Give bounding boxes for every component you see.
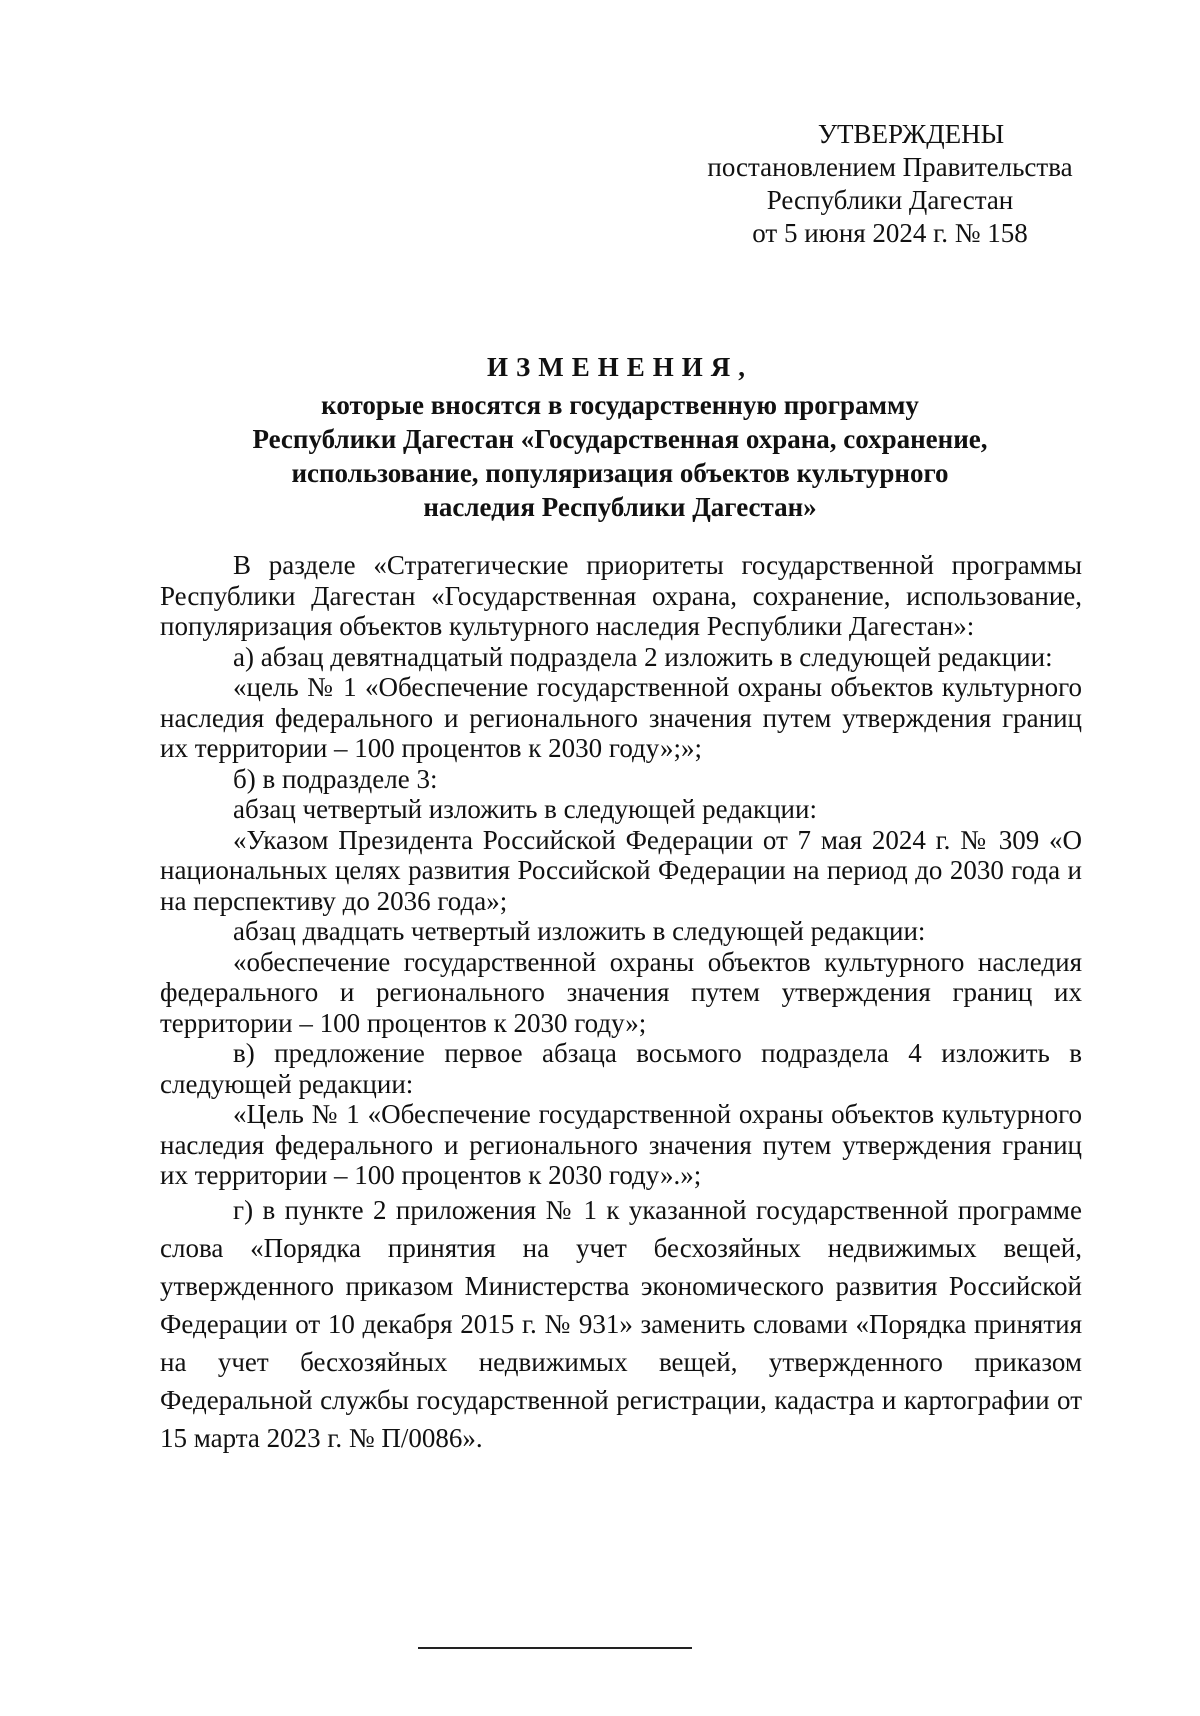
document-subtitle-line: наследия Республики Дагестан» [423,492,817,522]
paragraph-quote: «обеспечение государственной охраны объектов культурного наследия федерального и регионального значения путем утверждения границ их территории – 100 процентов к 2030 году»; [160,946,1082,1038]
closing-separator-line [418,1647,692,1649]
document-subtitle-line: Республики Дагестан «Государственная охрана, сохранение, [252,424,988,454]
paragraph-quote: «Указом Президента Российской Федерации от 7 мая 2024 г. № 309 «О национальных целях развития Российской Федерации на период до 2030 года и на перспективу до 2036 года»; [160,824,1082,916]
paragraph-intro: В разделе «Стратегические приоритеты государственной программы Республики Дагестан «Государственная охрана, сохранение, использование, популяризация объектов культурного наследия Республики Дагестан»: [160,550,1082,641]
paragraph-quote: «цель № 1 «Обеспечение государственной охраны объектов культурного наследия федерального и регионального значения путем утверждения границ их территории – 100 процентов к 2030 году»;»; [160,672,1082,763]
paragraph-item-a: а) абзац девятнадцатый подраздела 2 изложить в следующей редакции: [233,641,1053,672]
approval-date-number: от 5 июня 2024 г. № 158 [752,218,1028,248]
paragraph-item-b: б) в подразделе 3: [233,763,438,794]
paragraph: абзац двадцать четвертый изложить в следующей редакции: [233,916,926,946]
paragraph: абзац четвертый изложить в следующей редакции: [233,794,817,824]
document-subtitle-line: которые вносятся в государственную программу [321,390,919,420]
paragraph-quote: «Цель № 1 «Обеспечение государственной охраны объектов культурного наследия федерального и регионального значения путем утверждения границ их территории – 100 процентов к 2030 году».»; [160,1099,1082,1190]
approval-stamp-block [690,118,1090,250]
document-body [160,550,1082,1457]
paragraph-item-v: в) предложение первое абзаца восьмого подраздела 4 изложить в следующей редакции: [160,1038,1082,1099]
approval-heading: УТВЕРЖДЕНЫ [817,119,1005,149]
paragraph-item-g: г) в пункте 2 приложения № 1 к указанной государственной программе слова «Порядка принятия на учет бесхозяйных недвижимых вещей, утвержденного приказом Министерства экономического развития Российской Федерации от 10 декабря 2015 г. № 931» заменить словами «Порядка принятия на учет бесхозяйных недвижимых вещей, утвержденного приказом Федеральной службы государственной регистрации, кадастра и картографии от 15 марта 2023 г. № П/0086». [160,1194,1082,1453]
document-subtitle-line: использование, популяризация объектов культурного [291,458,949,488]
document-title: ИЗМЕНЕНИЯ, [486,352,753,382]
approval-line: Республики Дагестан [766,185,1014,215]
approval-line: постановлением Правительства [707,152,1073,182]
document-title-block [160,350,1080,524]
